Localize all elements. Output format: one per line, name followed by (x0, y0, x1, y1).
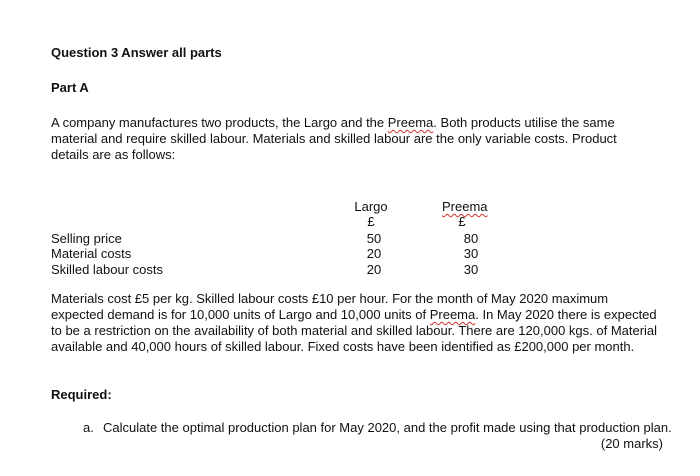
cell-preema-skilled-labour-costs: 30 (463, 262, 479, 277)
product-name-preema: Preema (387, 115, 434, 130)
intro-text-start: A company manufactures two products, the Largo and the (51, 115, 388, 130)
cell-preema-material-costs: 30 (463, 246, 479, 261)
part-title: Part A (51, 80, 89, 95)
col-header-preema: Preema (442, 199, 488, 214)
constraints-text-end: . In May 2020 there is expected to be a restriction on the availability of both material and skilled labour. There are 120,000 kgs. of Material available and 40,000 hours of skilled labour. Fixed costs have been identified as £200,000 per month. (51, 307, 658, 354)
cell-largo-selling-price: 50 (366, 231, 382, 246)
col-unit-preema: £ (458, 214, 466, 229)
row-label-selling-price: Selling price (51, 231, 122, 246)
task-text: Calculate the optimal production plan for May 2020, and the profit made using that production plan. (103, 420, 672, 435)
cell-largo-skilled-labour-costs: 20 (366, 262, 382, 277)
intro-text-end: . Both products utilise the same material and require skilled labour. Materials and skilled labour are the only variable costs. Product details are as follows: (51, 115, 617, 162)
cell-preema-selling-price: 80 (463, 231, 479, 246)
constraints-paragraph (51, 291, 663, 355)
product-name-preema-2: Preema (429, 307, 476, 322)
row-label-skilled-labour-costs: Skilled labour costs (51, 262, 163, 277)
intro-paragraph (51, 115, 656, 163)
task-marks: (20 marks) (600, 436, 663, 451)
col-unit-largo: £ (367, 214, 375, 229)
question-title: Question 3 Answer all parts (51, 45, 222, 60)
cell-largo-material-costs: 20 (366, 246, 382, 261)
row-label-material-costs: Material costs (51, 246, 132, 261)
required-label: Required: (51, 387, 112, 402)
task-letter: a. (83, 420, 94, 435)
constraints-text-start: Materials cost £5 per kg. Skilled labour costs £10 per hour. For the month of May 2020 maximum expected demand is for 10,000 units of Largo and 10,000 units of (51, 291, 609, 322)
col-header-largo: Largo (354, 199, 388, 214)
